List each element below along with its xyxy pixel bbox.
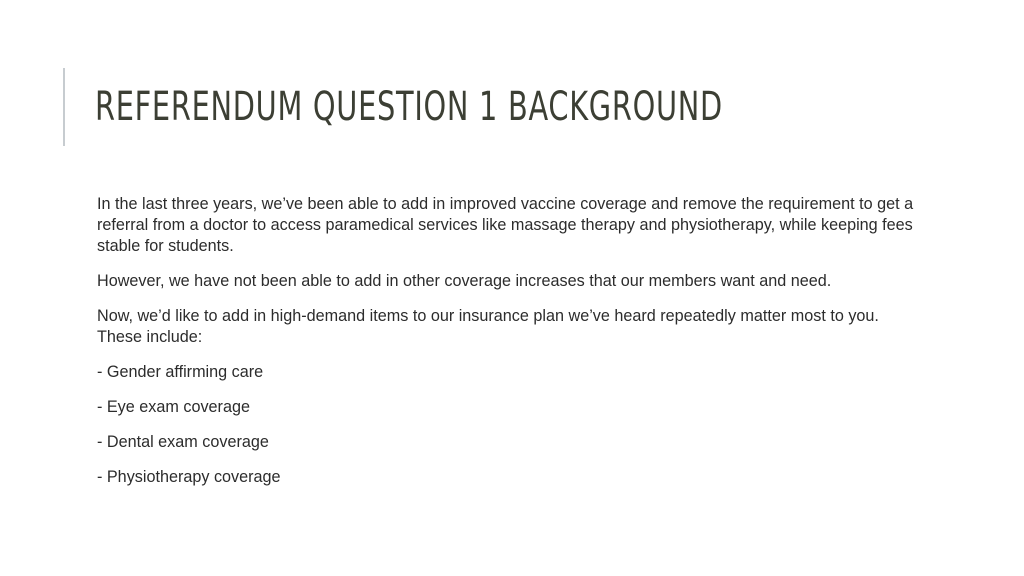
paragraph-now: Now, we’d like to add in high-demand items to our insurance plan we’ve heard repeatedly matter most to you. These include: (97, 307, 879, 346)
slide-title: REFERENDUM QUESTION 1 BACKGROUND (95, 84, 723, 130)
list-item-dental-exam: - Dental exam coverage (97, 433, 269, 451)
list-item-physiotherapy: - Physiotherapy coverage (97, 468, 281, 486)
paragraph-however: However, we have not been able to add in other coverage increases that our members want and need. (97, 272, 832, 290)
title-accent-line (63, 68, 65, 146)
paragraph-intro: In the last three years, we’ve been able to add in improved vaccine coverage and remove the requirement to get a referral from a doctor to access paramedical services like massage therapy and physiotherapy, while keeping fees stable for students. (97, 195, 914, 255)
list-item-eye-exam: - Eye exam coverage (97, 398, 250, 416)
list-item-gender-affirming-care: - Gender affirming care (97, 363, 264, 381)
slide-body (97, 194, 917, 502)
